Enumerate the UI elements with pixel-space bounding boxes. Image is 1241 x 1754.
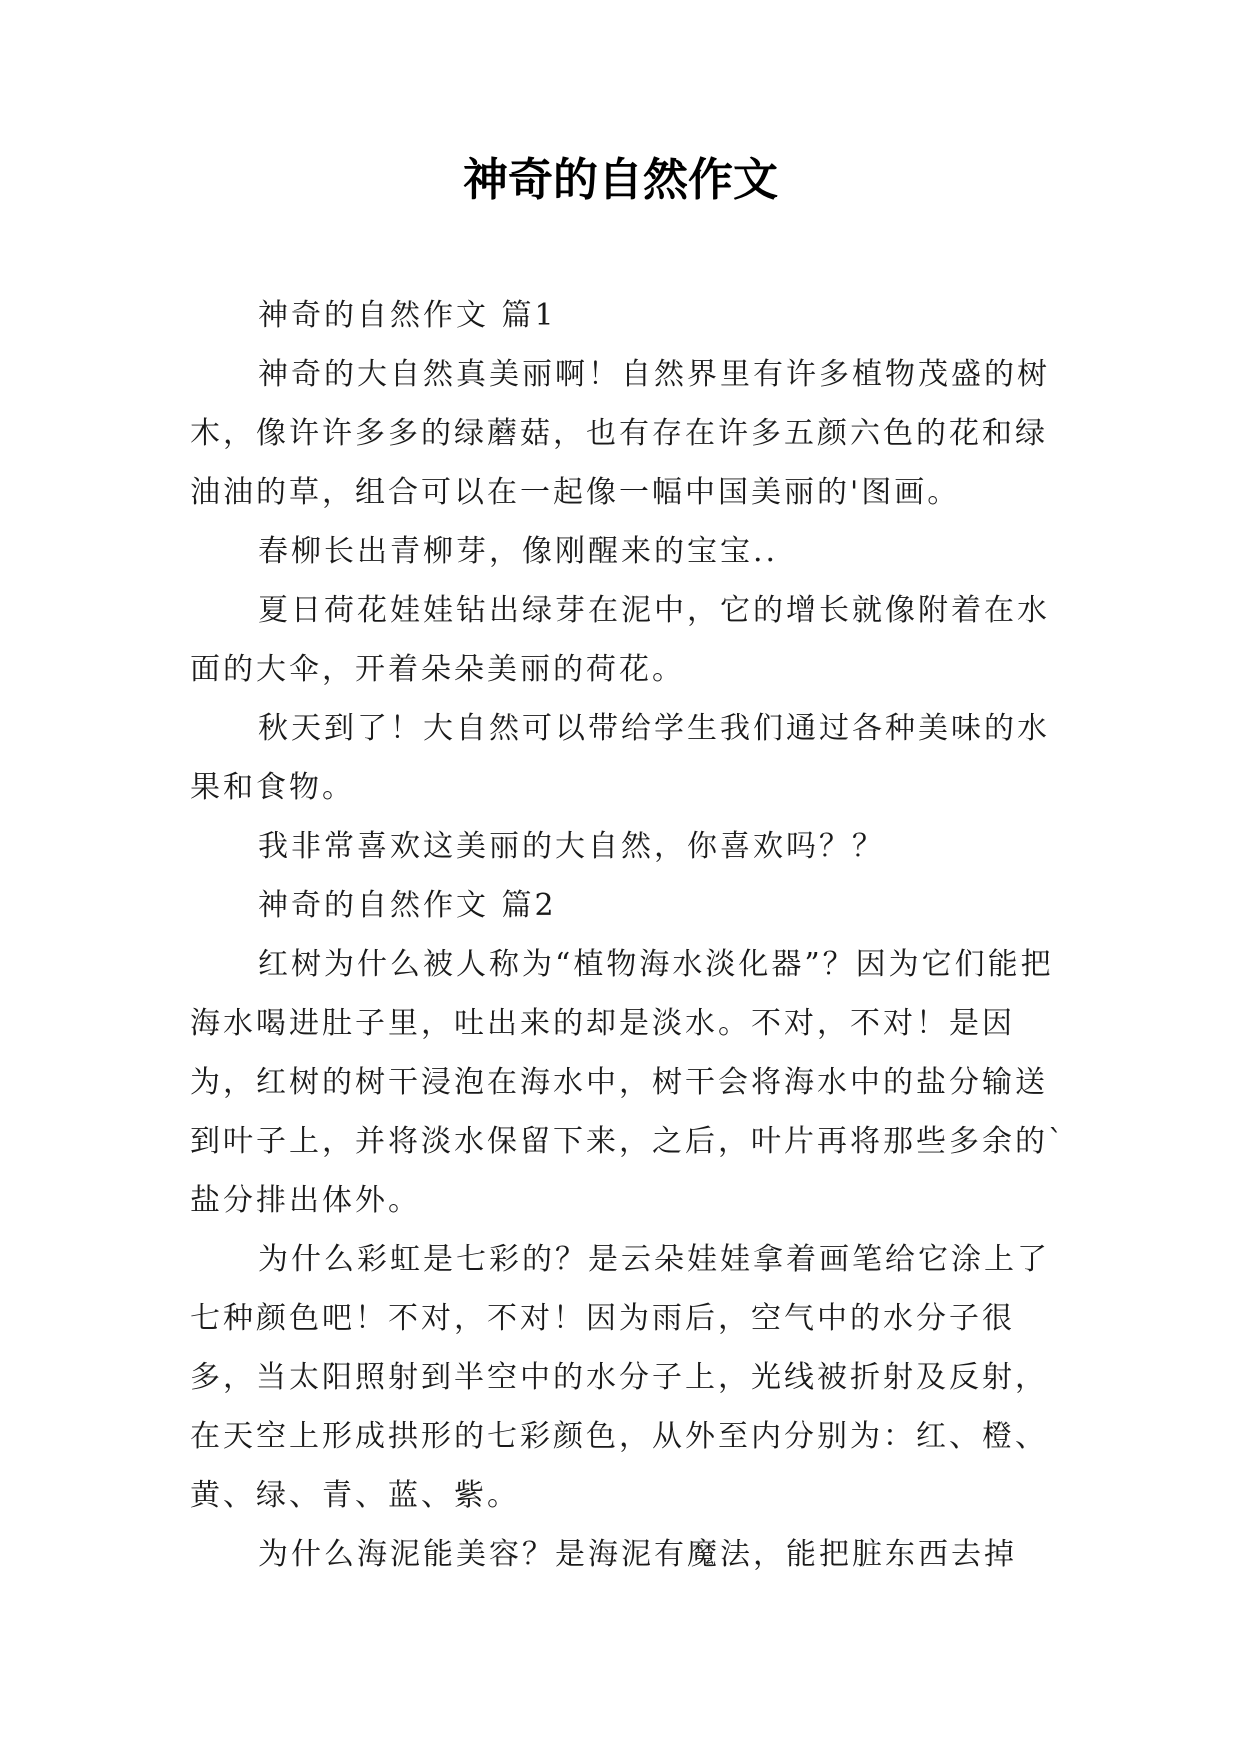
document-title: 神奇的自然作文 xyxy=(462,153,778,206)
paragraph: 为什么彩虹是七彩的？是云朵娃娃拿着画笔给它涂上了七种颜色吧！不对，不对！因为雨后，空气中的水分子很多，当太阳照射到半空中的水分子上，光线被折射及反射，在天空上形成拱形的七彩颜色，从外至内分别为：红、橙、黄、绿、青、蓝、紫。 xyxy=(190,1242,1050,1513)
section-heading: 神奇的自然作文 篇1 xyxy=(258,298,557,333)
paragraph: 秋天到了！大自然可以带给学生我们通过各种美味的水果和食物。 xyxy=(190,711,1050,805)
paragraph: 春柳长出青柳芽，像刚醒来的宝宝.. xyxy=(258,534,779,569)
paragraph: 我非常喜欢这美丽的大自然，你喜欢吗？？ xyxy=(258,829,885,864)
section-heading: 神奇的自然作文 篇2 xyxy=(258,888,557,923)
paragraph: 神奇的大自然真美丽啊！自然界里有许多植物茂盛的树木，像许许多多的绿蘑菇，也有存在许多五颜六色的花和绿油油的草，组合可以在一起像一幅中国美丽的'图画。 xyxy=(190,357,1050,510)
paragraph: 夏日荷花娃娃钻出绿芽在泥中，它的增长就像附着在水面的大伞，开着朵朵美丽的荷花。 xyxy=(190,593,1050,687)
paragraph: 红树为什么被人称为“植物海水淡化器”？因为它们能把海水喝进肚子里，吐出来的却是淡水。不对，不对！是因为，红树的树干浸泡在海水中，树干会将海水中的盐分输送到叶子上，并将淡水保留下来，之后，叶片再将那些多余的`盐分排出体外。 xyxy=(190,947,1066,1218)
paragraph: 为什么海泥能美容？是海泥有魔法，能把脏东西去掉 xyxy=(258,1537,1017,1572)
document-body xyxy=(190,286,1066,1584)
